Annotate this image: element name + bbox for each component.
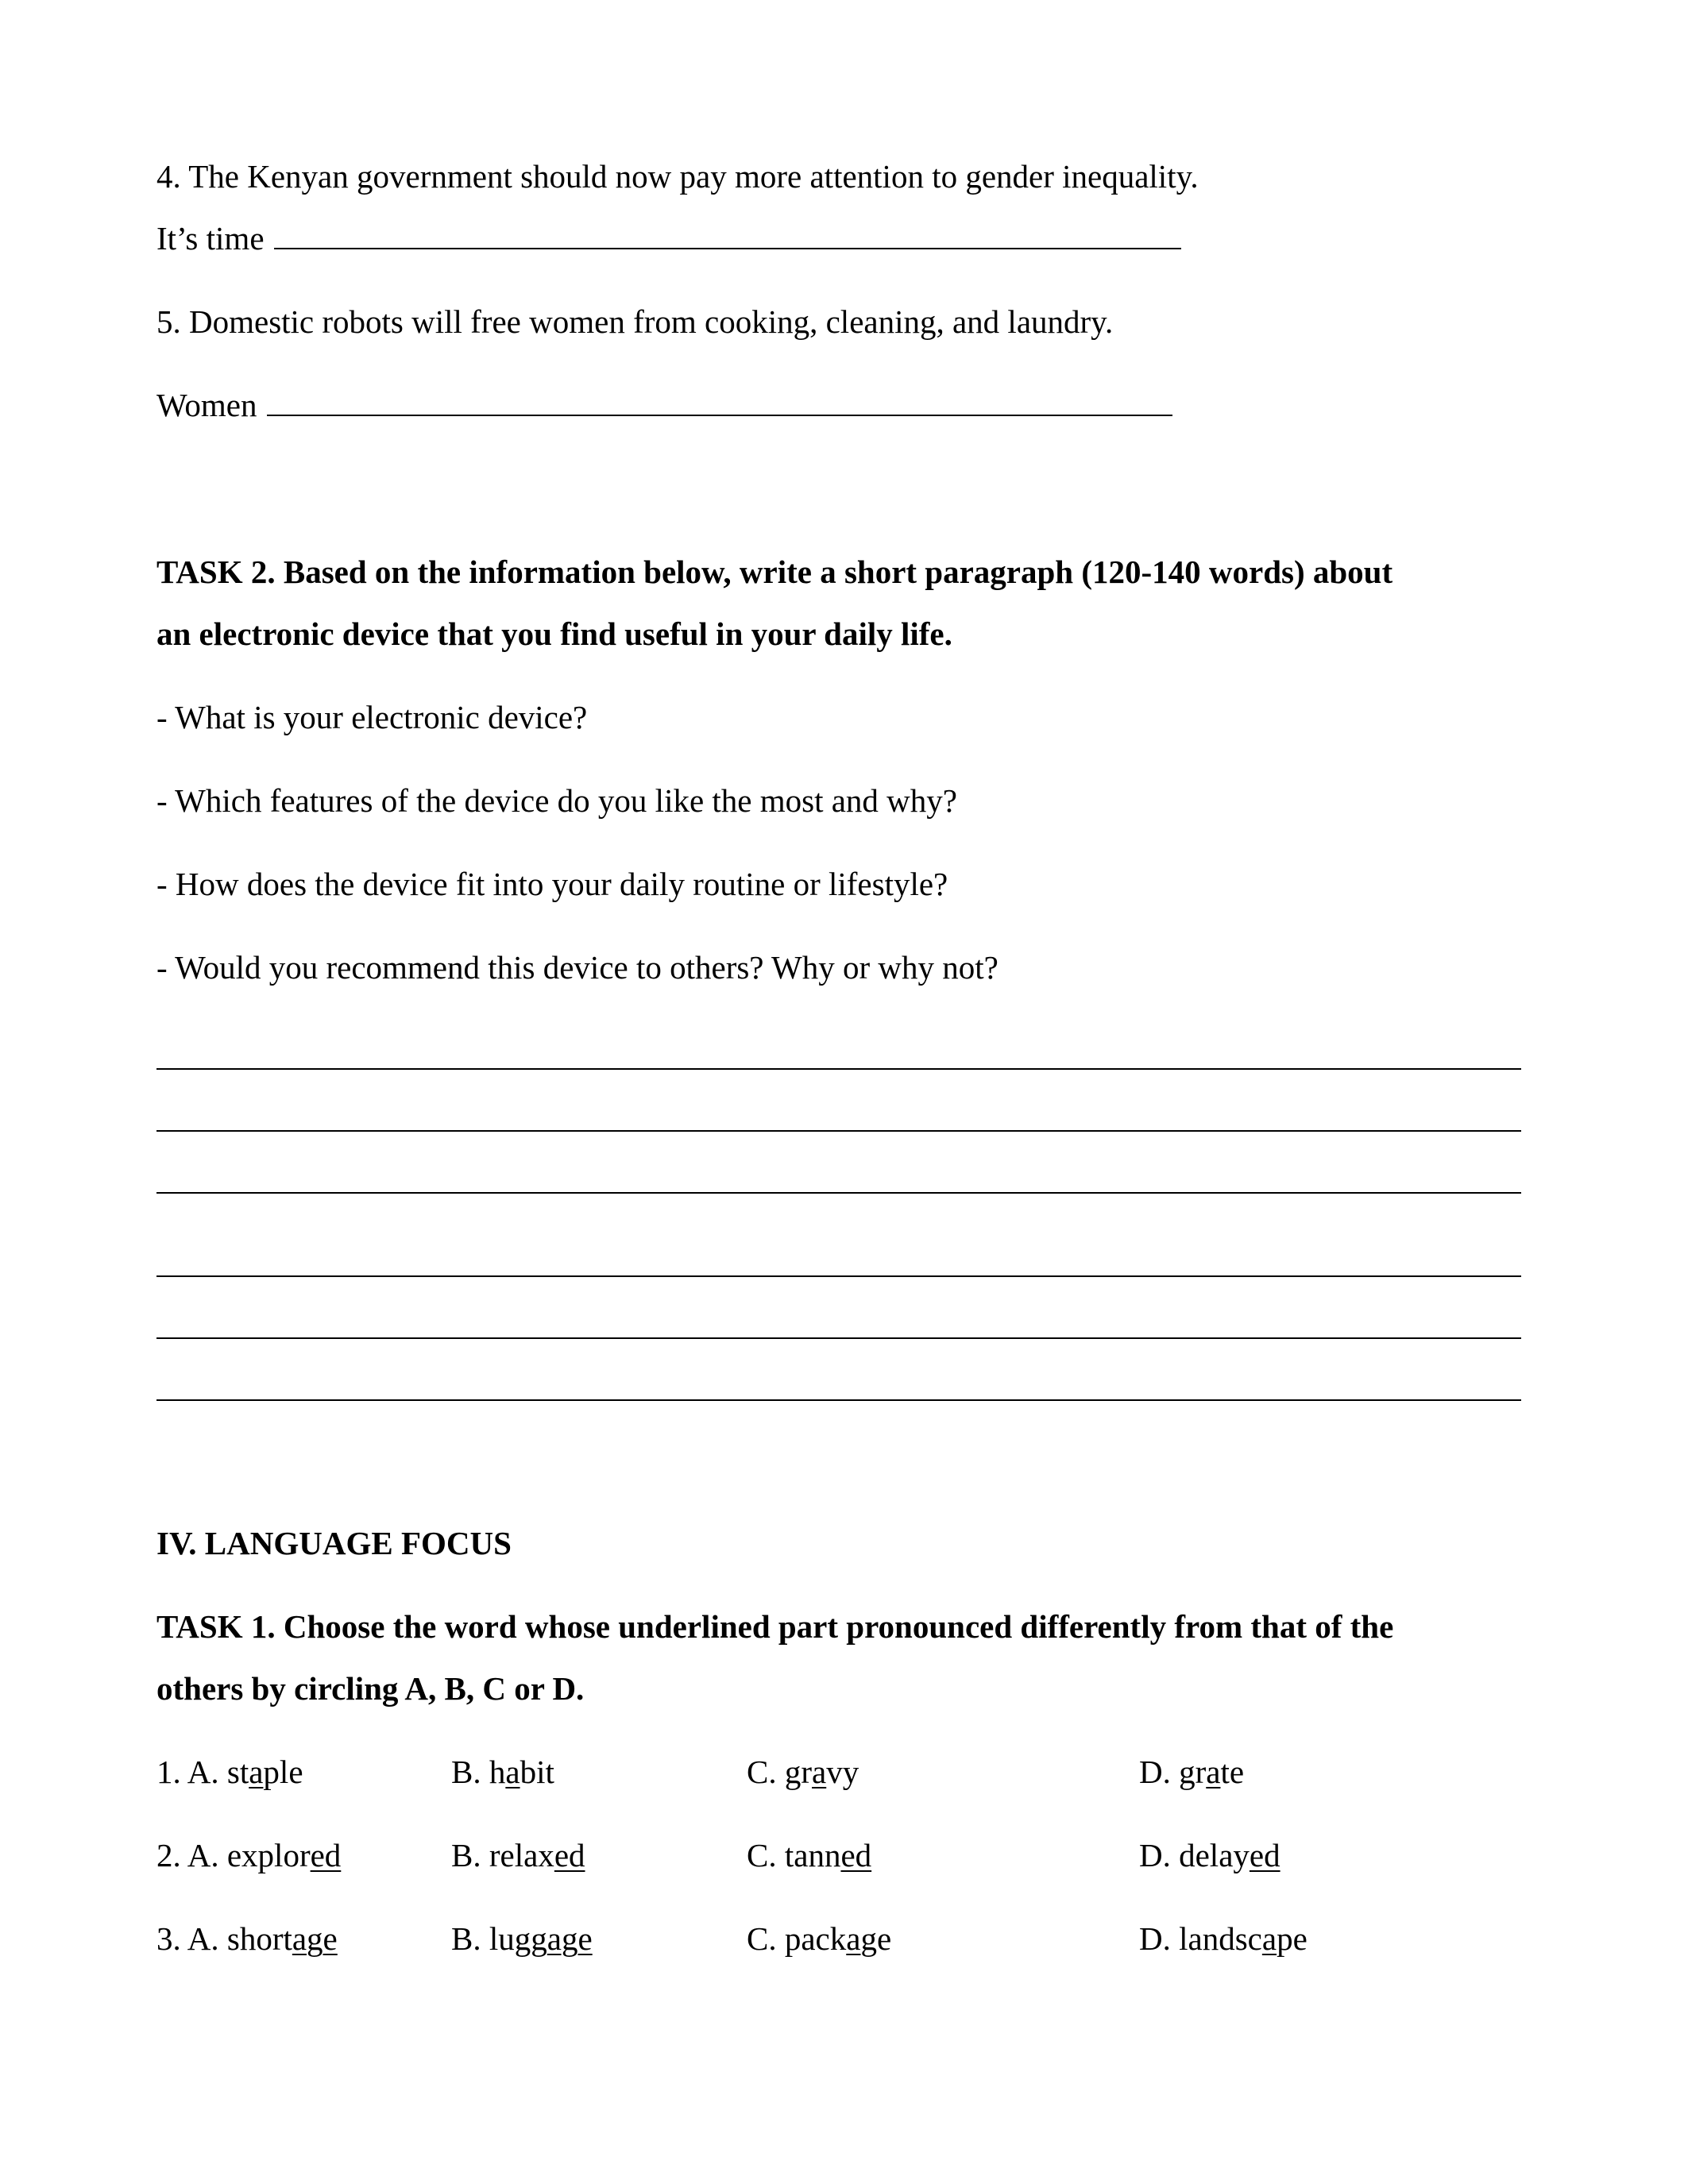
question-3-option-b[interactable] <box>451 1919 593 1958</box>
task2-prompt: - Which features of the device do you like the most and why? <box>156 782 957 819</box>
writing-line[interactable] <box>156 1337 1521 1339</box>
section-title: IV. LANGUAGE FOCUS <box>156 1525 512 1561</box>
underlined-part: a <box>249 1754 264 1790</box>
option-word-start: relax <box>489 1837 554 1873</box>
option-word-end: te <box>1220 1754 1245 1790</box>
underlined-part: a <box>1206 1754 1221 1790</box>
underlined-part: a <box>846 1920 861 1957</box>
option-letter: C. <box>747 1920 785 1957</box>
question-2-option-a[interactable] <box>156 1835 341 1875</box>
option-word-end: vy <box>826 1754 859 1790</box>
option-word-start: lugg <box>489 1920 547 1957</box>
question-3-option-a[interactable] <box>156 1919 338 1958</box>
writing-line[interactable] <box>156 1399 1521 1401</box>
underlined-part: age <box>292 1920 338 1957</box>
question-5-sentence: 5. Domestic robots will free women from cooking, cleaning, and laundry. <box>156 303 1114 340</box>
option-word-end: ge <box>860 1920 892 1957</box>
question-4-sentence: 4. The Kenyan government should now pay more attention to gender inequality. <box>156 158 1199 195</box>
question-1-option-d[interactable] <box>1139 1752 1244 1792</box>
writing-line[interactable] <box>156 1192 1521 1194</box>
option-letter: C. <box>747 1754 785 1790</box>
task1-heading-line1: TASK 1. Choose the word whose underlined part pronounced differently from that of the <box>156 1608 1394 1645</box>
option-letter: A. <box>187 1754 227 1790</box>
underlined-part: ed <box>310 1837 342 1873</box>
question-1-option-a[interactable] <box>156 1752 303 1792</box>
task2-heading-line1: TASK 2. Based on the information below, write a short paragraph (120-140 words) about <box>156 554 1393 590</box>
option-word-end: pe <box>1277 1920 1308 1957</box>
question-1-option-b[interactable] <box>451 1752 554 1792</box>
option-word-start: explor <box>226 1837 311 1873</box>
writing-line[interactable] <box>156 1275 1521 1277</box>
option-letter: D. <box>1139 1837 1180 1873</box>
writing-line[interactable] <box>156 1130 1521 1132</box>
underlined-part: a <box>812 1754 827 1790</box>
option-word-start: tann <box>784 1837 841 1873</box>
underlined-part: a <box>505 1754 520 1790</box>
task1-heading-line2: others by circling A, B, C or D. <box>156 1670 585 1707</box>
question-1-option-c[interactable] <box>747 1752 859 1792</box>
underlined-part: ed <box>1249 1837 1280 1873</box>
option-letter: A. <box>187 1837 227 1873</box>
underlined-part: ed <box>554 1837 585 1873</box>
question-4-rewrite <box>156 218 1181 258</box>
option-word-start: st <box>226 1754 249 1790</box>
task2-prompt: - What is your electronic device? <box>156 699 588 735</box>
option-word-start: pack <box>784 1920 847 1957</box>
option-word-end: ple <box>263 1754 303 1790</box>
question-2-option-c[interactable] <box>747 1835 871 1875</box>
task2-prompt: - How does the device fit into your daily routine or lifestyle? <box>156 866 948 902</box>
question-5-answer-line[interactable] <box>267 391 1172 416</box>
question-number: 3. <box>156 1920 187 1957</box>
question-3-option-d[interactable] <box>1139 1919 1308 1958</box>
option-word-start: delay <box>1179 1837 1250 1873</box>
question-4-prompt: It’s time <box>156 220 265 257</box>
question-5-prompt: Women <box>156 387 257 423</box>
question-2-option-d[interactable] <box>1139 1835 1280 1875</box>
question-number: 1. <box>156 1754 187 1790</box>
option-letter: D. <box>1139 1754 1180 1790</box>
question-4-answer-line[interactable] <box>274 224 1181 249</box>
option-letter: D. <box>1139 1920 1180 1957</box>
option-letter: B. <box>451 1920 489 1957</box>
option-word-start: short <box>226 1920 292 1957</box>
option-word-end: bit <box>520 1754 554 1790</box>
underlined-part: ed <box>840 1837 872 1873</box>
underlined-part: a <box>1261 1920 1277 1957</box>
question-2-option-b[interactable] <box>451 1835 585 1875</box>
writing-line[interactable] <box>156 1068 1521 1070</box>
option-letter: B. <box>451 1754 489 1790</box>
option-word-start: gr <box>1179 1754 1207 1790</box>
question-number: 2. <box>156 1837 187 1873</box>
option-word-start: landsc <box>1179 1920 1262 1957</box>
option-letter: C. <box>747 1837 785 1873</box>
option-word-start: h <box>489 1754 506 1790</box>
underlined-part: age <box>547 1920 593 1957</box>
question-5-rewrite <box>156 385 1172 425</box>
option-letter: A. <box>187 1920 227 1957</box>
option-letter: B. <box>451 1837 489 1873</box>
question-3-option-c[interactable] <box>747 1919 891 1958</box>
task2-prompt: - Would you recommend this device to others? Why or why not? <box>156 949 999 986</box>
option-word-start: gr <box>784 1754 813 1790</box>
task2-heading-line2: an electronic device that you find useful in your daily life. <box>156 615 952 652</box>
